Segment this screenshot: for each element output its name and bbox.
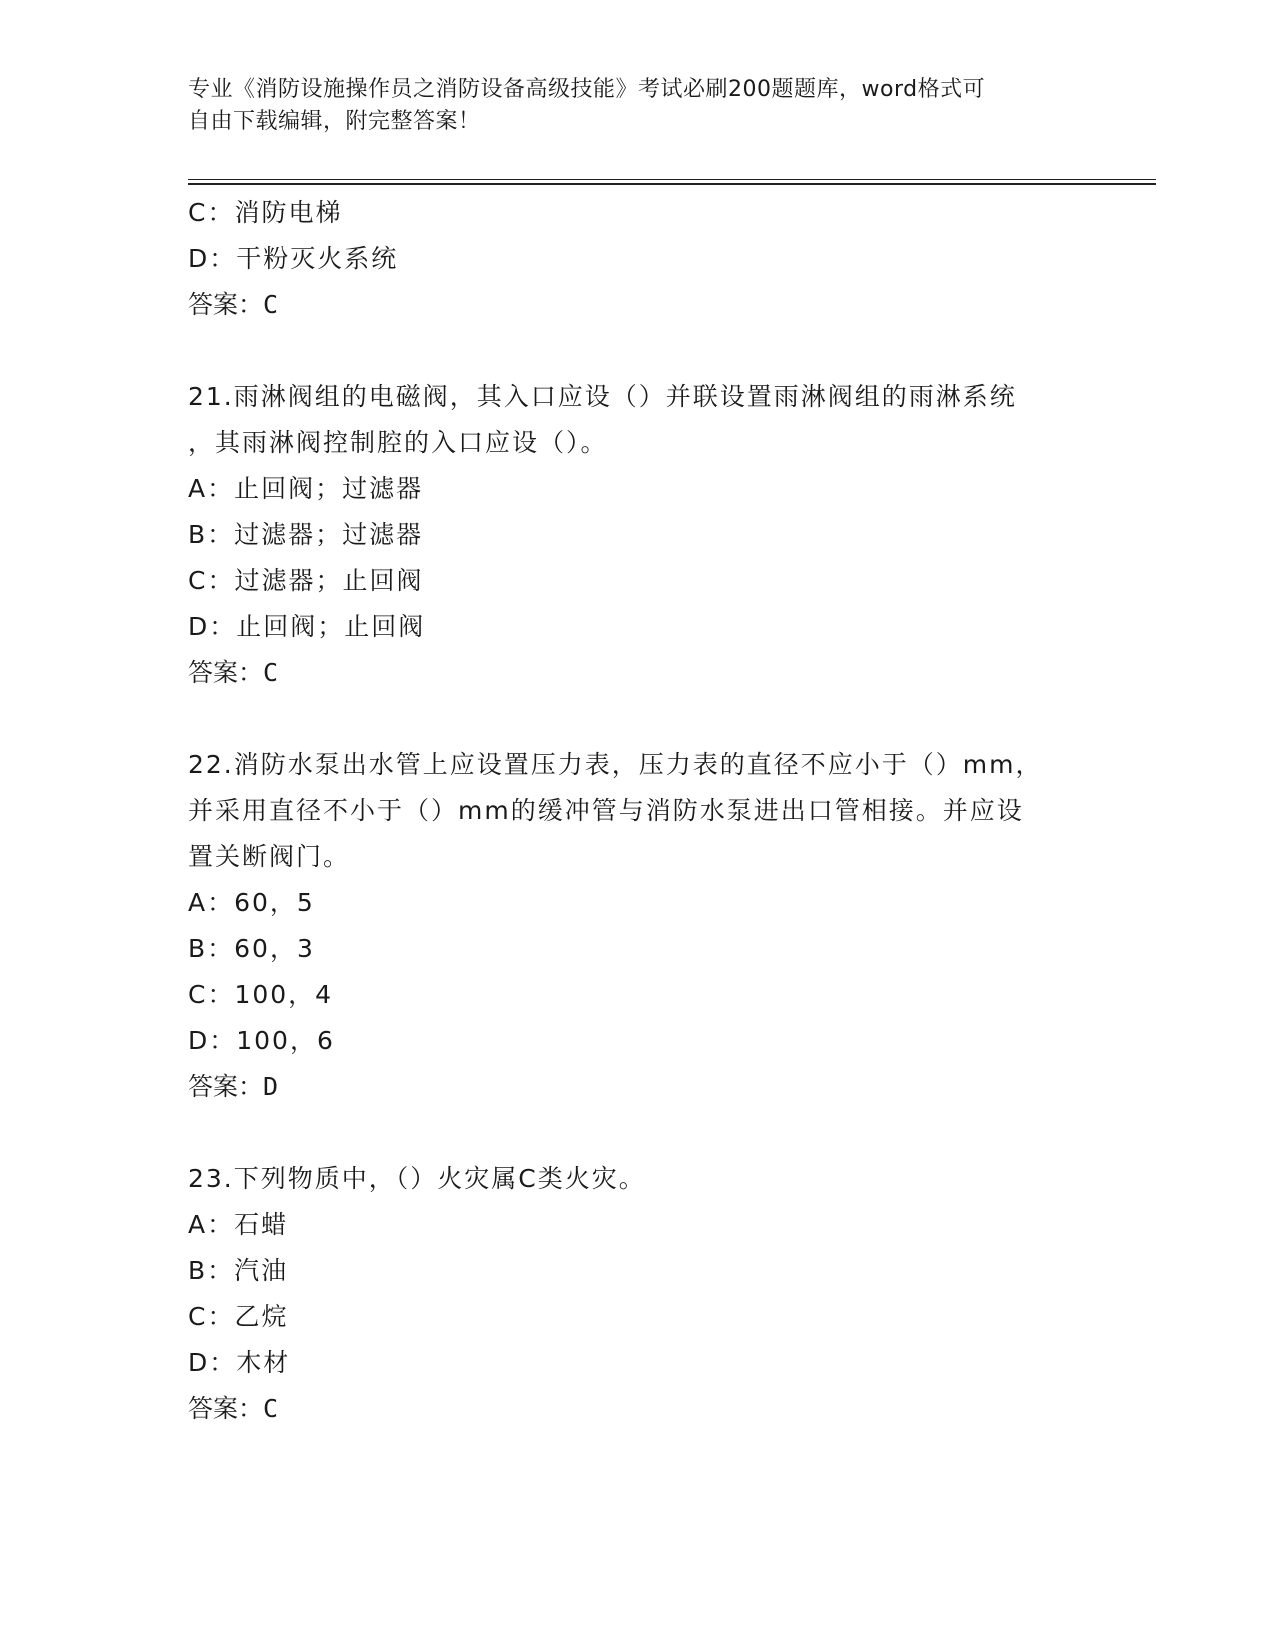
option-a: A：止回阀；过滤器 [188,474,424,503]
header-divider-top [188,179,1156,180]
question-stem: 置关断阀门。 [188,842,351,871]
option-a: A：60，5 [188,888,315,917]
header-line-2: 自由下载编辑，附完整答案！ [188,109,481,134]
option-c: C：过滤器；止回阀 [188,566,424,595]
answer-line: 答案：D [188,1072,279,1101]
option-d: D：100，6 [188,1026,335,1055]
answer-line: 答案：C [188,658,279,687]
option-d: D：干粉灭火系统 [188,244,399,273]
option-c: C：100，4 [188,980,334,1009]
header-divider-bottom [188,183,1156,185]
answer-line: 答案：C [188,290,279,319]
spacer [188,328,1128,374]
question-stem: 23.下列物质中，（）火灾属C类火灾。 [188,1164,646,1193]
question-22 [188,742,1128,1110]
question-21 [188,374,1128,696]
question-23 [188,1156,1128,1432]
question-stem: 21.雨淋阀组的电磁阀，其入口应设（）并联设置雨淋阀组的雨淋系统 [188,382,1017,411]
answer-line: 答案：C [188,1394,279,1423]
option-c: C：乙烷 [188,1302,289,1331]
option-c: C：消防电梯 [188,198,343,227]
document-header [188,74,1078,138]
question-stem: 并采用直径不小于（）mm的缓冲管与消防水泵进出口管相接。并应设 [188,796,1024,825]
option-a: A：石蜡 [188,1210,289,1239]
option-d: D：止回阀；止回阀 [188,612,426,641]
question-list [188,190,1128,1432]
option-b: B：过滤器；过滤器 [188,520,424,549]
question-20-tail [188,190,1128,328]
header-line-1: 专业《消防设施操作员之消防设备高级技能》考试必刷200题题库，word格式可 [188,77,986,102]
question-stem: ，其雨淋阀控制腔的入口应设（）。 [188,428,608,457]
question-stem: 22.消防水泵出水管上应设置压力表，压力表的直径不应小于（）mm， [188,750,1043,779]
option-b: B：60，3 [188,934,315,963]
spacer [188,696,1128,742]
spacer [188,1110,1128,1156]
option-b: B：汽油 [188,1256,289,1285]
option-d: D：木材 [188,1348,291,1377]
